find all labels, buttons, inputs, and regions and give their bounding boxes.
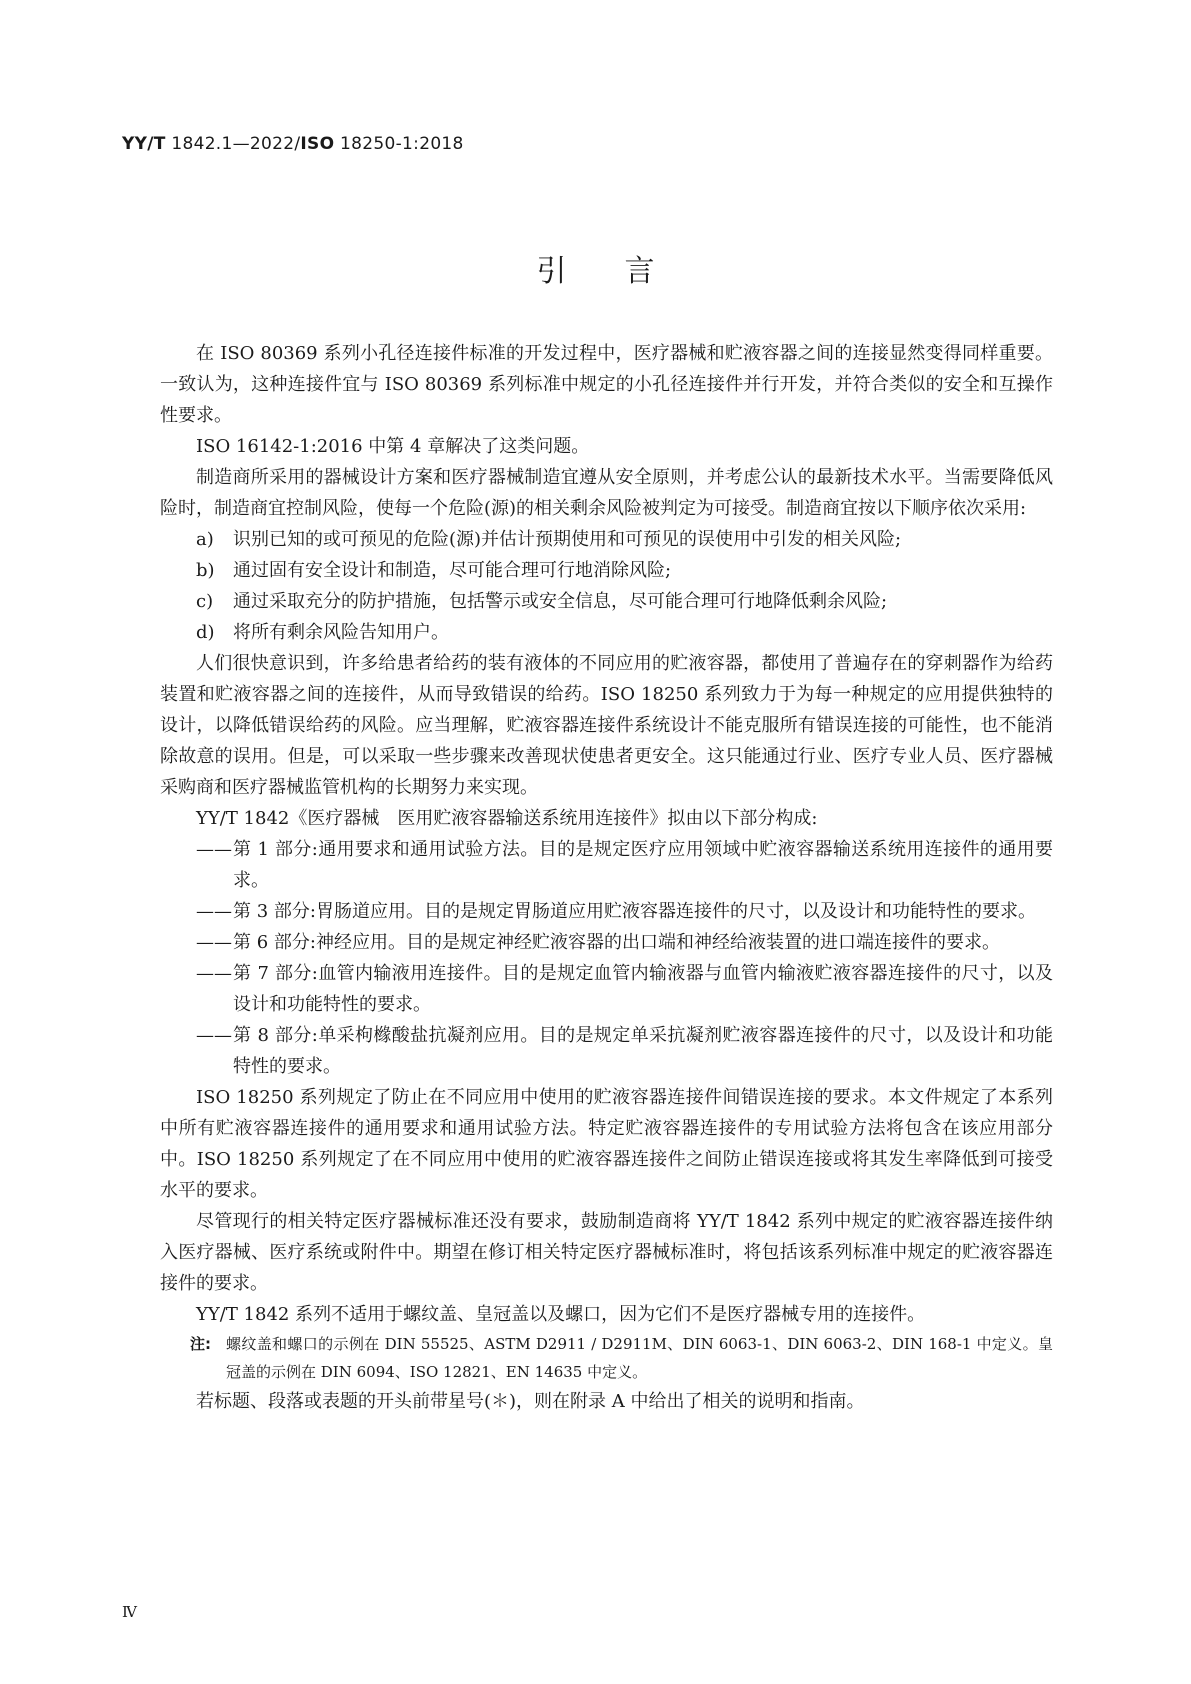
dash-marker: —— bbox=[196, 932, 232, 953]
paragraph-2: ISO 16142-1:2016 中第 4 章解决了这类问题。 bbox=[196, 436, 590, 457]
dash-marker: —— bbox=[196, 901, 232, 922]
list-marker: a) bbox=[196, 529, 214, 550]
dash-marker: —— bbox=[196, 839, 232, 860]
list-text: 通过固有安全设计和制造，尽可能合理可行地消除风险; bbox=[233, 560, 672, 581]
part-text: 第 6 部分:神经应用。目的是规定神经贮液容器的出口端和神经给液装置的进口端连接件的要求。 bbox=[233, 932, 1000, 953]
list-marker: b) bbox=[196, 560, 215, 581]
list-text: 识别已知的或可预见的危险(源)并估计预期使用和可预见的误使用中引发的相关风险; bbox=[233, 529, 902, 550]
paragraph-7: 尽管现行的相关特定医疗器械标准还没有要求，鼓励制造商将 YY/T 1842 系列中规定的贮液容器连接件纳入医疗器械、医疗系统或附件中。期望在修订相关特定医疗器械标准时，将包括该系列标准中规定的贮液容器连接件的要求。 bbox=[160, 1211, 1053, 1294]
list-text: 将所有剩余风险告知用户。 bbox=[233, 622, 449, 643]
list-marker: d) bbox=[196, 622, 215, 643]
parts-list bbox=[160, 834, 1053, 1082]
page-title: 引言 bbox=[536, 254, 713, 289]
part-text: 第 8 部分:单采枸橼酸盐抗凝剂应用。目的是规定单采抗凝剂贮液容器连接件的尺寸，以及设计和功能特性的要求。 bbox=[233, 1025, 1053, 1077]
paragraph-3: 制造商所采用的器械设计方案和医疗器械制造宜遵从安全原则，并考虑公认的最新技术水平。当需要降低风险时，制造商宜控制风险，使每一个危险(源)的相关剩余风险被判定为可接受。制造商宜按以下顺序依次采用: bbox=[160, 467, 1053, 519]
list-marker: c) bbox=[196, 591, 214, 612]
part-item bbox=[160, 896, 1053, 927]
part-item bbox=[160, 958, 1053, 1020]
paragraph-5: YY/T 1842《医疗器械 医用贮液容器输送系统用连接件》拟由以下部分构成: bbox=[196, 808, 818, 829]
header-iso-code: 18250-1:2018 bbox=[334, 134, 464, 154]
list-item bbox=[160, 555, 1053, 586]
paragraph-8: YY/T 1842 系列不适用于螺纹盖、皇冠盖以及螺口，因为它们不是医疗器械专用的连接件。 bbox=[196, 1304, 926, 1325]
page-number: Ⅳ bbox=[122, 1603, 137, 1621]
list-item bbox=[160, 617, 1053, 648]
header-code: 1842.1—2022/ bbox=[165, 134, 301, 154]
note bbox=[160, 1330, 1053, 1386]
note-label: 注: bbox=[190, 1335, 211, 1353]
risk-steps-list bbox=[160, 524, 1053, 648]
document-body bbox=[160, 338, 1053, 1417]
list-item bbox=[160, 586, 1053, 617]
paragraph-9: 若标题、段落或表题的开头前带星号(＊)，则在附录 A 中给出了相关的说明和指南。 bbox=[196, 1391, 865, 1412]
header-iso: ISO bbox=[300, 134, 335, 154]
list-item bbox=[160, 524, 1053, 555]
part-text: 第 3 部分:胃肠道应用。目的是规定胃肠道应用贮液容器连接件的尺寸，以及设计和功能特性的要求。 bbox=[233, 901, 1036, 922]
dash-marker: —— bbox=[196, 963, 232, 984]
paragraph-1: 在 ISO 80369 系列小孔径连接件标准的开发过程中，医疗器械和贮液容器之间的连接显然变得同样重要。一致认为，这种连接件宜与 ISO 80369 系列标准中规定的小孔径连接件并行开发，并符合类似的安全和互操作性要求。 bbox=[160, 343, 1053, 426]
paragraph-4: 人们很快意识到，许多给患者给药的装有液体的不同应用的贮液容器，都使用了普遍存在的穿刺器作为给药装置和贮液容器之间的连接件，从而导致错误的给药。ISO 18250 系列致力于为每一种规定的应用提供独特的设计，以降低错误给药的风险。应当理解，贮液容器连接件系统设计不能克服所有错误连接的可能性，也不能消除故意的误用。但是，可以采取一些步骤来改善现状使患者更安全。这只能通过行业、医疗专业人员、医疗器械采购商和医疗器械监管机构的长期努力来实现。 bbox=[160, 653, 1053, 798]
part-text: 第 1 部分:通用要求和通用试验方法。目的是规定医疗应用领域中贮液容器输送系统用连接件的通用要求。 bbox=[233, 839, 1053, 891]
part-item bbox=[160, 834, 1053, 896]
part-item bbox=[160, 1020, 1053, 1082]
list-text: 通过采取充分的防护措施，包括警示或安全信息，尽可能合理可行地降低剩余风险; bbox=[233, 591, 888, 612]
document-header bbox=[122, 134, 464, 154]
header-prefix: YY/T bbox=[122, 134, 166, 154]
part-item bbox=[160, 927, 1053, 958]
dash-marker: —— bbox=[196, 1025, 232, 1046]
part-text: 第 7 部分:血管内输液用连接件。目的是规定血管内输液器与血管内输液贮液容器连接件的尺寸，以及设计和功能特性的要求。 bbox=[233, 963, 1053, 1015]
note-text: 螺纹盖和螺口的示例在 DIN 55525、ASTM D2911 / D2911M、DIN 6063-1、DIN 6063-2、DIN 168-1 中定义。皇冠盖的示例在 DIN 6094、ISO 12821、EN 14635 中定义。 bbox=[226, 1335, 1053, 1381]
paragraph-6: ISO 18250 系列规定了防止在不同应用中使用的贮液容器连接件间错误连接的要求。本文件规定了本系列中所有贮液容器连接件的通用要求和通用试验方法。特定贮液容器连接件的专用试验方法将包含在该应用部分中。ISO 18250 系列规定了在不同应用中使用的贮液容器连接件之间防止错误连接或将其发生率降低到可接受水平的要求。 bbox=[160, 1087, 1053, 1201]
